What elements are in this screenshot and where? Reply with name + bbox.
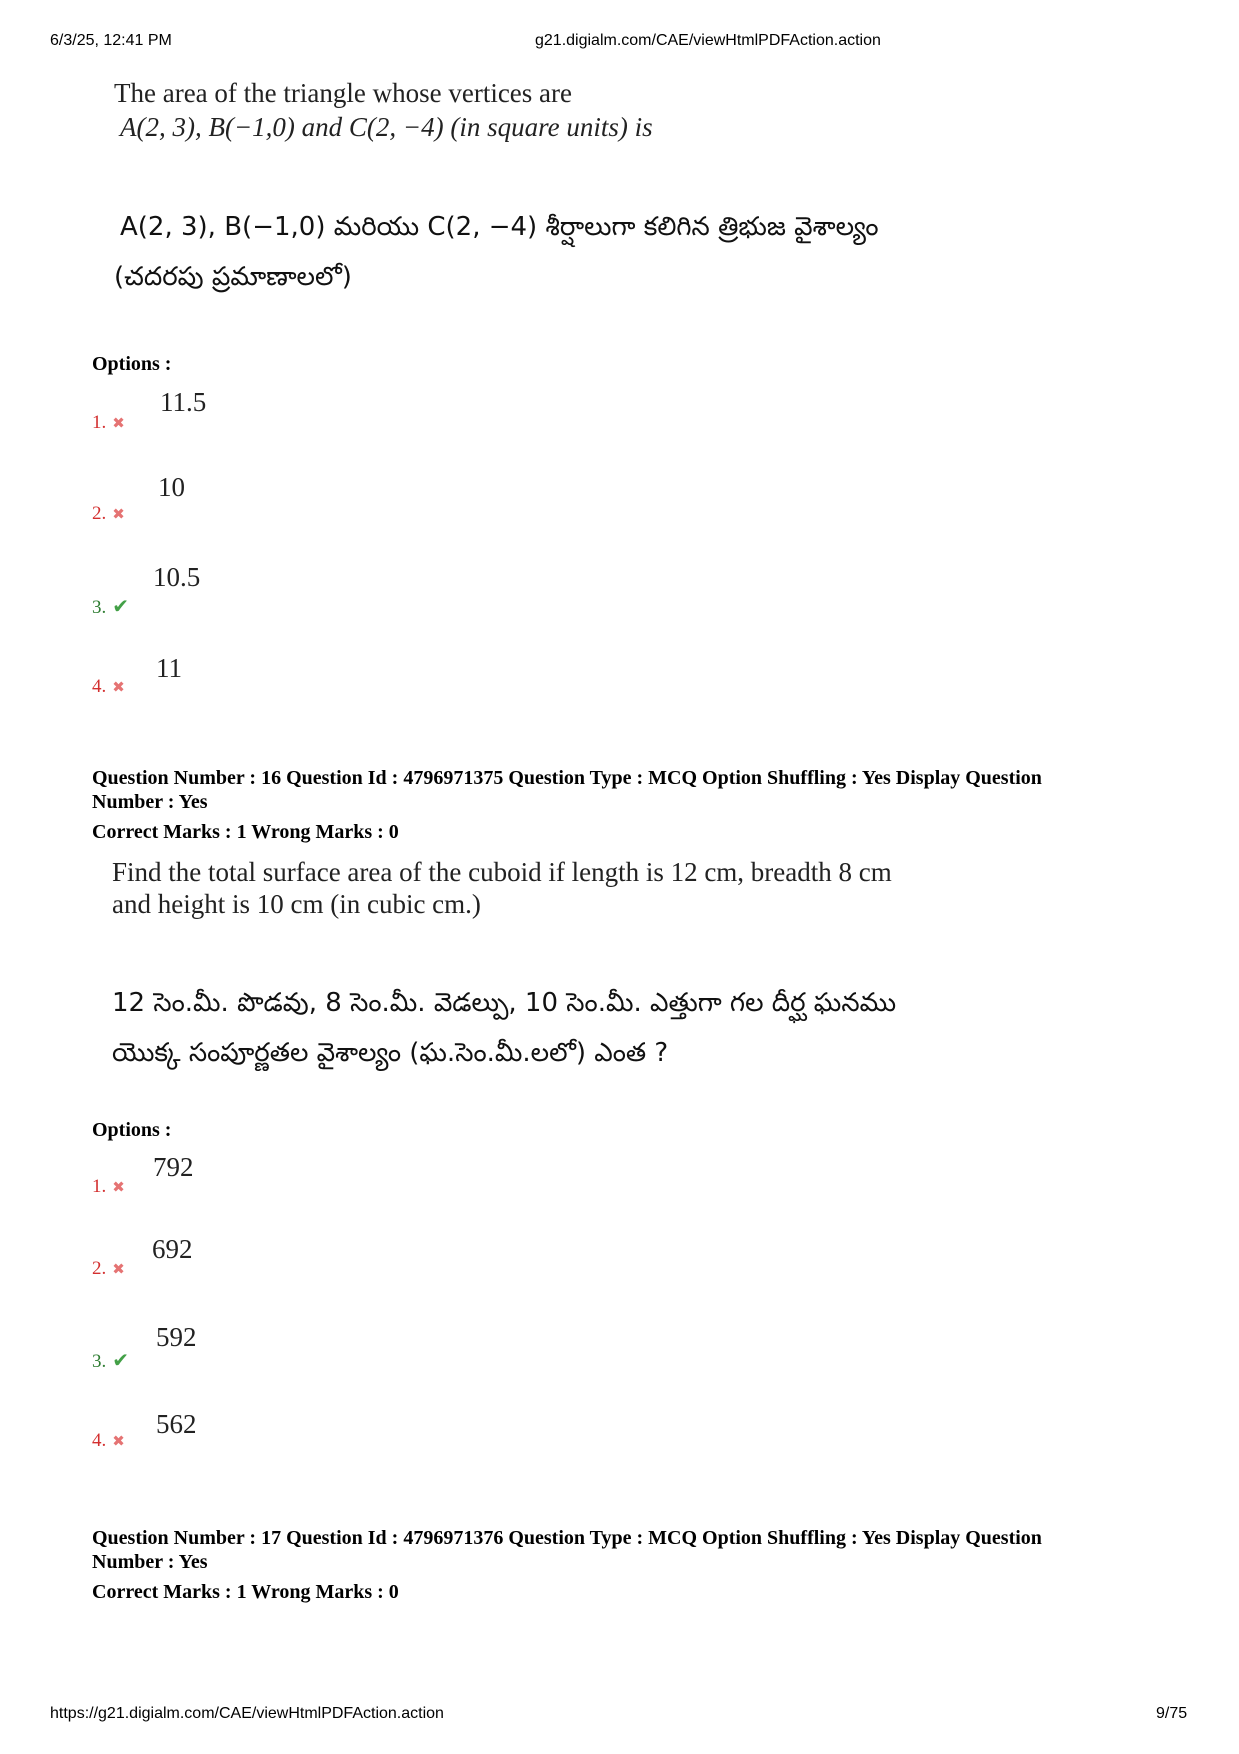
option-number: 4. <box>92 1430 107 1451</box>
question-16-text-telugu-line2: యొక్క సంపూర్ణతల వైశాల్యం (ఘ.సెం.మీ.లలో) ఎంత ? <box>112 1038 669 1068</box>
options-label: Options : <box>92 1119 172 1141</box>
option-number: 3. <box>92 1351 107 1372</box>
wrong-cross-icon: ✖ <box>112 1262 125 1278</box>
print-datetime: 6/3/25, 12:41 PM <box>50 32 172 49</box>
wrong-cross-icon: ✖ <box>112 1434 125 1450</box>
option-1-value: 11.5 <box>160 387 207 417</box>
page-number: 9/75 <box>1156 1705 1188 1722</box>
option-3-value: 592 <box>156 1322 197 1352</box>
correct-check-icon: ✔ <box>112 596 130 618</box>
question-16-text-english-line2: and height is 10 cm (in cubic cm.) <box>112 889 481 919</box>
correct-check-icon: ✔ <box>112 1350 130 1372</box>
option-1-value: 792 <box>153 1152 194 1182</box>
question-15-text-english-line1: The area of the triangle whose vertices are <box>114 78 573 108</box>
question-17-marks: Correct Marks : 1 Wrong Marks : 0 <box>92 1581 399 1603</box>
option-number: 4. <box>92 676 107 697</box>
wrong-cross-icon: ✖ <box>112 507 125 523</box>
print-footer-url: https://g21.digialm.com/CAE/viewHtmlPDFAction.action <box>50 1705 444 1722</box>
option-number: 3. <box>92 597 107 618</box>
option-number: 1. <box>92 1176 107 1197</box>
option-2-value: 692 <box>152 1234 193 1264</box>
question-16-text-telugu-line1: 12 సెం.మీ. పొడవు, 8 సెం.మీ. వెడల్పు, 10 సెం.మీ. ఎత్తుగా గల దీర్ఘ ఘనము <box>112 988 897 1018</box>
option-4 <box>92 1430 125 1452</box>
option-4-value: 562 <box>156 1409 197 1439</box>
option-number: 2. <box>92 1258 107 1279</box>
option-2-value: 10 <box>158 472 185 502</box>
question-17-meta-line1: Question Number : 17 Question Id : 4796971376 Question Type : MCQ Option Shuffling : Yes Display Question <box>92 1527 1042 1549</box>
print-page-title: g21.digialm.com/CAE/viewHtmlPDFAction.action <box>535 32 881 49</box>
wrong-cross-icon: ✖ <box>112 416 125 432</box>
option-1 <box>92 1176 125 1198</box>
wrong-cross-icon: ✖ <box>112 1180 125 1196</box>
option-1 <box>92 412 125 434</box>
option-3 <box>92 1348 129 1373</box>
question-16-marks: Correct Marks : 1 Wrong Marks : 0 <box>92 821 399 843</box>
question-15-text-telugu-line1: A(2, 3), B(−1,0) మరియు C(2, −4) శీర్షాలుగా కలిగిన త్రిభుజ వైశాల్యం <box>120 212 879 242</box>
option-number: 1. <box>92 412 107 433</box>
question-17-meta-line2: Number : Yes <box>92 1551 208 1573</box>
question-16-meta-line1: Question Number : 16 Question Id : 4796971375 Question Type : MCQ Option Shuffling : Yes Display Question <box>92 767 1042 789</box>
question-16-text-english-line1: Find the total surface area of the cuboid if length is 12 cm, breadth 8 cm <box>112 857 892 887</box>
question-15-text-english-line2: A(2, 3), B(−1,0) and C(2, −4) (in square units) is <box>120 112 653 142</box>
option-2 <box>92 1258 125 1280</box>
option-4 <box>92 676 125 698</box>
option-3 <box>92 594 129 619</box>
option-3-value: 10.5 <box>153 562 201 592</box>
option-number: 2. <box>92 503 107 524</box>
question-15-text-telugu-line2: (చదరపు ప్రమాణాలలో) <box>114 262 352 292</box>
question-16-meta-line2: Number : Yes <box>92 791 208 813</box>
option-2 <box>92 503 125 525</box>
wrong-cross-icon: ✖ <box>112 680 125 696</box>
options-label: Options : <box>92 353 172 375</box>
option-4-value: 11 <box>156 653 182 683</box>
